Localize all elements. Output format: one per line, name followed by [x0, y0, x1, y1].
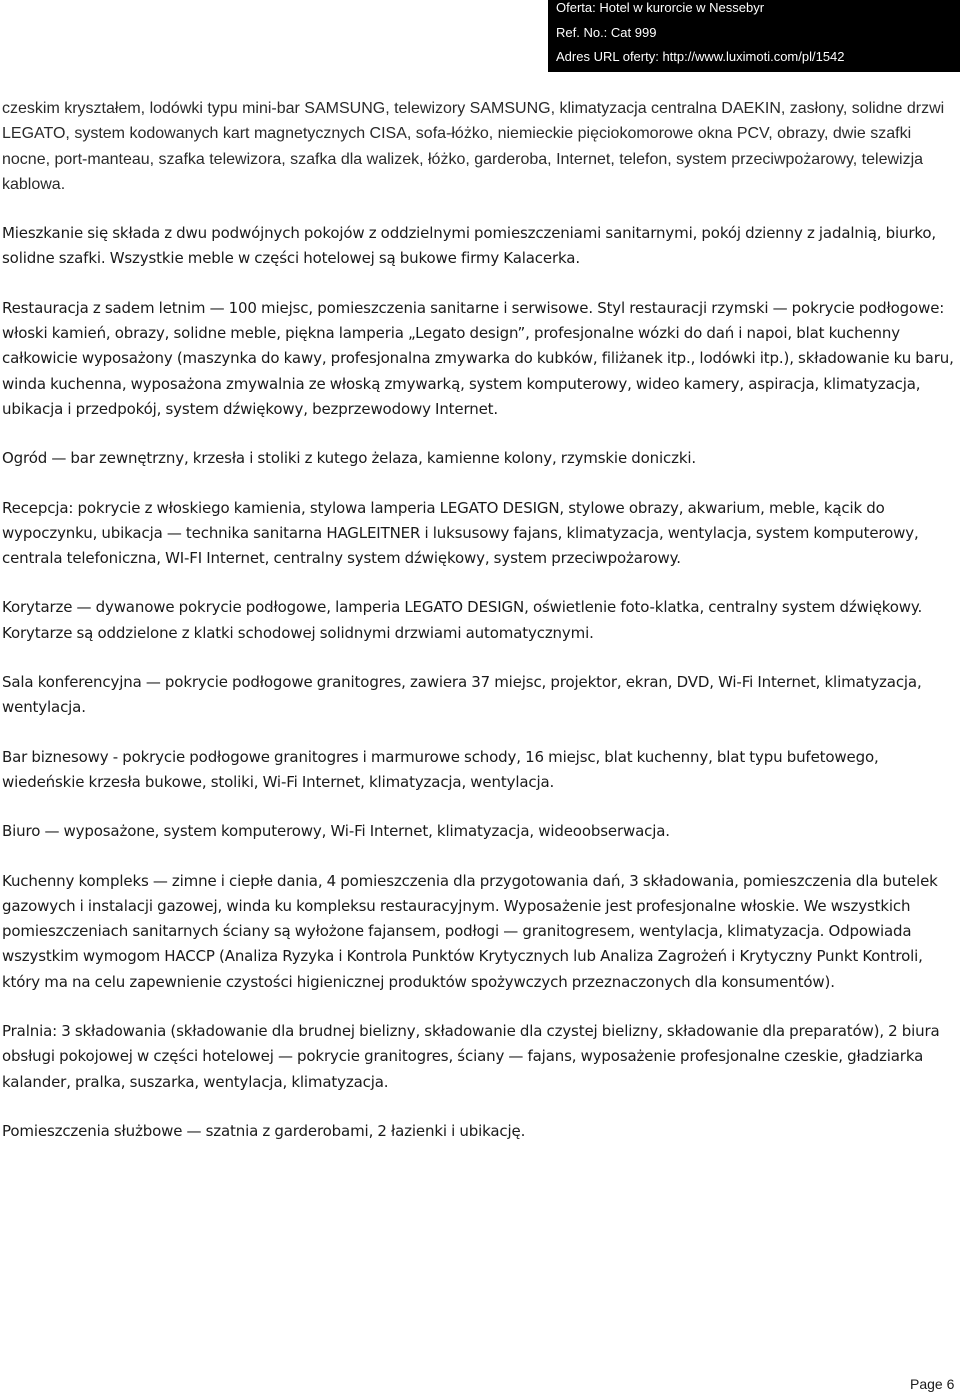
paragraph-staff-rooms: Pomieszczenia służbowe — szatnia z garderobami, 2 łazienki i ubikację.: [2, 1121, 526, 1140]
paragraph-reception: Recepcja: pokrycie z włoskiego kamienia, stylowa lamperia LEGATO DESIGN, stylowe obrazy, akwarium, meble, kącik do wypoczynku, ubikacja — technika sanitarna HAGLEITNER i luksusowy fajans, klimatyzacja, wentylacja, system komputerowy, centrala telefoniczna, WI-FI Internet, centralny system dźwiękowy, system przeciwpożarowy.: [2, 498, 919, 568]
paragraph-apartment: Mieszkanie się składa z dwu podwójnych pokojów z oddzielnymi pomieszczeniami sanitarnymi, pokój dzienny z jadalnią, biurko, solidne szafki. Wszystkie meble w części hotelowej są bukowe firmy Kalacerka.: [2, 224, 937, 268]
paragraph-laundry: Pralnia: 3 składowania (składowanie dla brudnej bielizny, składowanie dla czystej bielizny, składowanie dla preparatów), 2 biura obsługi pokojowej w części hotelowej — pokrycie granitogres, ściany — fajans, wyposażenie profesjonalne czeskie, gładziarka kalander, pralka, suszarka, wentylacja, klimatyzacja.: [2, 1022, 940, 1091]
offer-reference: Ref. No.: Cat 999: [556, 25, 657, 40]
paragraph-spacer: [2, 795, 954, 819]
paragraph-spacer: [2, 422, 954, 446]
paragraph-spacer: [2, 571, 954, 595]
paragraph-spacer: [2, 197, 954, 221]
page-number: Page 6: [910, 1376, 955, 1392]
offer-url[interactable]: Adres URL oferty: http://www.luximoti.com/pl/1542: [556, 49, 845, 64]
paragraph-spacer: [2, 995, 954, 1019]
paragraph-office: Biuro — wyposażone, system komputerowy, Wi-Fi Internet, klimatyzacja, wideoobserwacja.: [2, 822, 670, 841]
paragraph-spacer: [2, 845, 954, 869]
paragraph-garden: Ogród — bar zewnętrzny, krzesła i stoliki z kutego żelaza, kamienne kolony, rzymskie doniczki.: [2, 449, 697, 468]
paragraph-conference-room: Sala konferencyjna — pokrycie podłogowe granitogres, zawiera 37 miejsc, projektor, ekran, DVD, Wi-Fi Internet, klimatyzacja, wentylacja.: [2, 673, 922, 717]
paragraph-spacer: [2, 472, 954, 496]
paragraph-spacer: [2, 646, 954, 670]
document-body: [2, 96, 954, 1144]
paragraph-spacer: [2, 1095, 954, 1119]
paragraph-business-bar: Bar biznesowy - pokrycie podłogowe granitogres i marmurowe schody, 16 miejsc, blat kuchenny, blat typu bufetowego, wiedeńskie krzesła bukowe, stoliki, Wi-Fi Internet, klimatyzacja, wentylacja.: [2, 747, 879, 791]
paragraph-room-equipment: czeskim kryształem, lodówki typu mini-bar SAMSUNG, telewizory SAMSUNG, klimatyzacja centralna DAEKIN, zasłony, solidne drzwi LEGATO, system kodowanych kart magnetycznych CISA, sofa-łóżko, niemieckie pięciokomorowe okna PCV, obrazy, dwie szafki nocne, port-manteau, szafka telewizora, szafka dla walizek, łóżko, garderoba, Internet, telefon, system przeciwpożarowy, telewizja kablowa.: [2, 100, 945, 193]
paragraph-spacer: [2, 721, 954, 745]
paragraph-corridors: Korytarze — dywanowe pokrycie podłogowe, lamperia LEGATO DESIGN, oświetlenie foto-klatka, centralny system dźwiękowy. Korytarze są oddzielone z klatki schodowej solidnymi drzwiami automatycznymi.: [2, 598, 923, 642]
paragraph-spacer: [2, 272, 954, 296]
offer-header: [548, 0, 960, 72]
paragraph-kitchen: Kuchenny kompleks — zimne i ciepłe dania, 4 pomieszczenia dla przygotowania dań, 3 składowania, pomieszczenia dla butelek gazowych i instalacji gazowej, winda ku kompleksu restauracyjnym. Wyposażenie jest profesjonalne włoskie. We wszystkich pomieszczeniach sanitarnych ściany są wyłożone fajansem, podłogi — granitogresem, wentylacja, klimatyzacja. Odpowiada wszystkim wymogom HACCP (Analiza Ryzyka i Kontrola Punktów Krytycznych lub Analiza Zagrożeń i Krytyczny Punkt Kontroli, który ma na celu zapewnienie czystości higienicznej produktów spożywczych przeznaczonych dla konsumentów).: [2, 871, 938, 991]
offer-title: Oferta: Hotel w kurorcie w Nessebyr: [556, 0, 765, 15]
paragraph-restaurant: Restauracja z sadem letnim — 100 miejsc, pomieszczenia sanitarne i serwisowe. Styl restauracji rzymski — pokrycie podłogowe: włoski kamień, obrazy, solidne meble, piękna lamperia „Legato design”, profesjonalne wózki do dań i napoi, blat kuchenny całkowicie wyposażony (maszynka do kawy, profesjonalna zmywarka do kubków, filiżanek itp., lodówki itp.), składowanie ku baru, winda kuchenna, wyposażona zmywalnia ze włoską zmywarką, system komputerowy, wideo kamery, aspiracja, klimatyzacja, ubikacja i przedpokój, system dźwiękowy, bezprzewodowy Internet.: [2, 298, 954, 418]
